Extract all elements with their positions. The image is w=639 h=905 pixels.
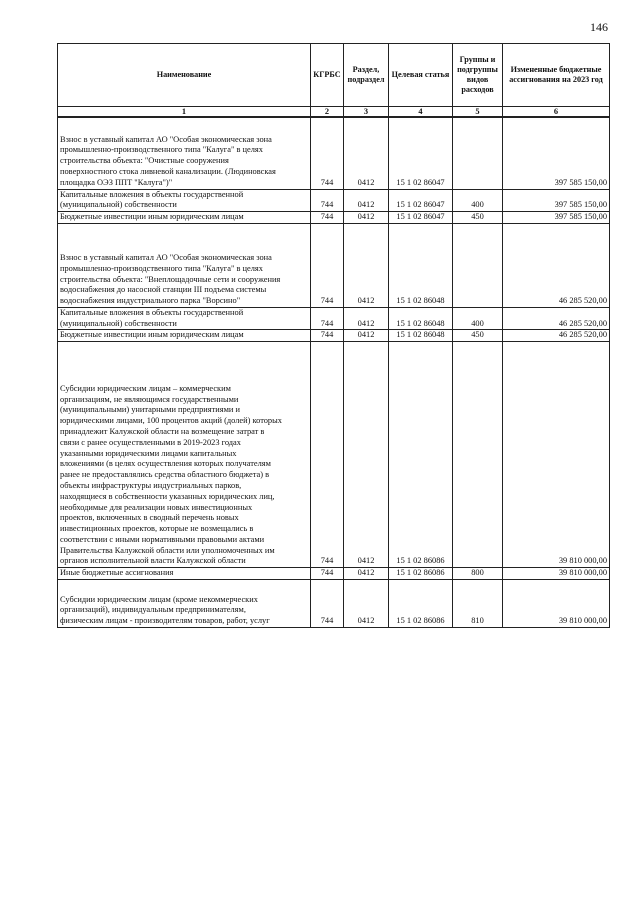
row-amount: 397 585 150,00 (503, 117, 610, 189)
row-name: Бюджетные инвестиции иным юридическим лицам (58, 330, 311, 342)
header-amount: Измененные бюджетные ассигнования на 2023 год (503, 44, 610, 107)
budget-table (57, 43, 610, 628)
table-row (58, 189, 610, 212)
header-name: Наименование (58, 44, 311, 107)
row-group: 400 (453, 189, 503, 212)
row-amount: 39 810 000,00 (503, 580, 610, 628)
column-number: 1 (58, 107, 311, 118)
row-section: 0412 (344, 223, 389, 307)
row-kgrbs: 744 (311, 212, 344, 224)
table-row (58, 212, 610, 224)
row-amount: 46 285 520,00 (503, 307, 610, 330)
row-group (453, 223, 503, 307)
column-number: 5 (453, 107, 503, 118)
table-row (58, 117, 610, 189)
row-section: 0412 (344, 342, 389, 568)
row-section: 0412 (344, 580, 389, 628)
row-name: Субсидии юридическим лицам – коммерческим организациям, не являющимся государственными (муниципальными) унитарными предприятиями и юридическими лицами, 100 процентов акций (долей) которых принадлежит Калужской области на возмещение затрат в связи с ранее осуществленными в 2019-2023 годах указанными юридическими лицами капитальных вложениями (в целях осуществления которых получателям ранее не предоставлялись средства областного бюджета) в объекты инфраструктуры индустриальных парков, находящиеся в собственности указанных юридических лиц, необходимые для реализации новых инвестиционных проектов, включенных в сводный перечень новых инвестиционных проектов, которые не возмещались в соответствии с иными нормативными правовыми актами Правительства Калужской области или уполномоченных им органов исполнительной власти Калужской области (58, 342, 311, 568)
row-name: Иные бюджетные ассигнования (58, 568, 311, 580)
row-section: 0412 (344, 189, 389, 212)
row-target: 15 1 02 86086 (389, 568, 453, 580)
row-group: 450 (453, 330, 503, 342)
row-amount: 397 585 150,00 (503, 189, 610, 212)
header-groups: Группы и подгруппы видов расходов (453, 44, 503, 107)
row-target: 15 1 02 86086 (389, 342, 453, 568)
header-target: Целевая статья (389, 44, 453, 107)
row-target: 15 1 02 86048 (389, 223, 453, 307)
column-number-row (58, 107, 610, 118)
row-kgrbs: 744 (311, 330, 344, 342)
row-group: 800 (453, 568, 503, 580)
row-amount: 39 810 000,00 (503, 568, 610, 580)
row-target: 15 1 02 86047 (389, 212, 453, 224)
table-row (58, 330, 610, 342)
row-section: 0412 (344, 568, 389, 580)
row-section: 0412 (344, 212, 389, 224)
row-group (453, 117, 503, 189)
table-row (58, 223, 610, 307)
row-name: Бюджетные инвестиции иным юридическим лицам (58, 212, 311, 224)
row-kgrbs: 744 (311, 223, 344, 307)
header-kgrbs: КГРБС (311, 44, 344, 107)
row-kgrbs: 744 (311, 189, 344, 212)
table-row (58, 307, 610, 330)
column-number: 2 (311, 107, 344, 118)
row-target: 15 1 02 86048 (389, 330, 453, 342)
column-number: 6 (503, 107, 610, 118)
row-amount: 39 810 000,00 (503, 342, 610, 568)
row-group: 400 (453, 307, 503, 330)
column-number: 4 (389, 107, 453, 118)
row-amount: 46 285 520,00 (503, 330, 610, 342)
row-kgrbs: 744 (311, 580, 344, 628)
row-amount: 46 285 520,00 (503, 223, 610, 307)
row-section: 0412 (344, 117, 389, 189)
row-amount: 397 585 150,00 (503, 212, 610, 224)
row-group (453, 342, 503, 568)
row-section: 0412 (344, 330, 389, 342)
row-name: Капитальные вложения в объекты государственной (муниципальной) собственности (58, 189, 311, 212)
table-row (58, 580, 610, 628)
table-row (58, 342, 610, 568)
row-group: 810 (453, 580, 503, 628)
row-target: 15 1 02 86047 (389, 117, 453, 189)
row-name: Взнос в уставный капитал АО "Особая экономическая зона промышленно-производственного типа "Калуга" в целях строительства объекта: "Внеплощадочные сети и сооружения водоснабжения до насосной станции III подъема системы водоснабжения индустриального парка "Ворсино" (58, 223, 311, 307)
row-name: Взнос в уставный капитал АО "Особая экономическая зона промышленно-производственного типа "Калуга" в целях строительства объекта: "Очистные сооружения поверхностного стока ливневой канализации. (Людиновская площадка ОЭЗ ППТ "Калуга")" (58, 117, 311, 189)
header-row (58, 44, 610, 107)
table-row (58, 568, 610, 580)
header-section: Раздел, подраздел (344, 44, 389, 107)
row-name: Субсидии юридическим лицам (кроме некоммерческих организаций), индивидуальным предпринимателям, физическим лицам - производителям товаров, работ, услуг (58, 580, 311, 628)
row-target: 15 1 02 86047 (389, 189, 453, 212)
row-section: 0412 (344, 307, 389, 330)
column-number: 3 (344, 107, 389, 118)
page-number: 146 (590, 20, 608, 34)
row-group: 450 (453, 212, 503, 224)
row-target: 15 1 02 86086 (389, 580, 453, 628)
row-kgrbs: 744 (311, 342, 344, 568)
row-kgrbs: 744 (311, 307, 344, 330)
row-target: 15 1 02 86048 (389, 307, 453, 330)
row-kgrbs: 744 (311, 117, 344, 189)
row-name: Капитальные вложения в объекты государственной (муниципальной) собственности (58, 307, 311, 330)
row-kgrbs: 744 (311, 568, 344, 580)
